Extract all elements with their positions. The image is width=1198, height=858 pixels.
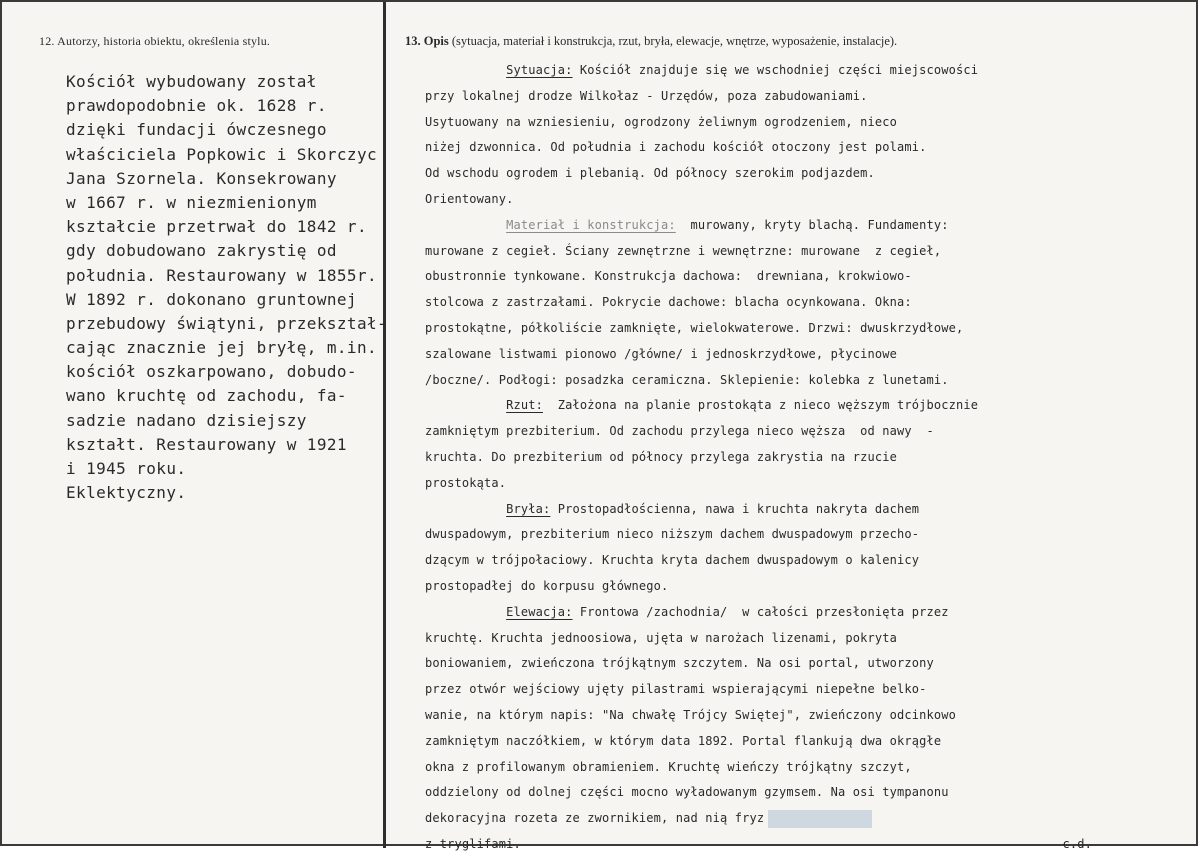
redacted-area [768,810,872,828]
description-line [425,548,1198,574]
description-line-text: boniowaniem, zwieńczona trójkątnym szczytem. Na osi portal, utworzony [425,656,934,671]
description-line-text: /boczne/. Podłogi: posadzka ceramiczna. Sklepienie: kolebka z lunetami. [425,372,949,387]
description-line-text: dwuspadowym, prezbiterium nieco niższym dachem dwuspadowym przecho- [425,527,920,542]
description-line [425,677,1198,703]
description-line [425,729,1198,755]
description-line [425,161,1198,187]
description-line-text: zamkniętym naczółkiem, w którym data 1892. Portal flankują dwa okrągłe [425,733,942,748]
description-line [425,213,1198,239]
description-line-text: przy lokalnej drodze Wilkołaz - Urzędów, poza zabudowaniami. [425,88,868,103]
description-line-text: szalowane listwami pionowo /główne/ i jednoskrzydłowe, płycinowe [425,346,897,361]
description-line-text: prostopadłej do korpusu głównego. [425,578,669,593]
description-line [425,497,1198,523]
description-line [425,780,1198,806]
description-line [425,755,1198,781]
description-line-text: murowany, kryty blachą. Fundamenty: [675,217,949,232]
left-column-header: 12. Autorzy, historia obiektu, określenia stylu. [39,34,271,48]
history-line: cając znacznie jej bryłę, m.in. [66,338,378,358]
description-line [425,574,1198,600]
description-line-text: Kościół znajduje się we wschodniej części miejscowości [572,63,979,77]
history-line: W 1892 r. dokonano gruntownej [66,289,357,309]
description-line-text: wanie, na którym napis: "Na chwałę Trójcy Swiętej", zwieńczony odcinkowo [425,707,956,722]
description-line-text: prostokątne, półkoliście zamknięte, wielokwaterowe. Drzwi: dwuskrzydłowe, [425,320,964,335]
history-line: kształcie przetrwał do 1842 r. [66,217,367,237]
right-column-header [405,34,897,49]
description-line-text: zamkniętym prezbiterium. Od zachodu przylega nieco węższa od nawy - [425,424,934,439]
description-line [425,316,1198,342]
description-line-text: Orientowany. [425,191,514,206]
description-line-text: Od wschodu ogrodem i plebanią. Od północy szerokim podjazdem. [425,166,875,181]
description-line-text: Usytuowany na wzniesieniu, ogrodzony żeliwnym ogrodzeniem, nieco [425,114,897,129]
description-line [425,832,1198,858]
history-line: kościół oszkarpowano, dobudo- [66,362,357,382]
description-line [425,626,1198,652]
section-heading: Materiał i konstrukcja: [506,217,676,232]
description-line-text: Prostopadłościenna, nawa i kruchta nakryta dachem [550,501,920,516]
history-line: sadzie nadano dzisiejszy [66,410,307,430]
history-line: południa. Restaurowany w 1855r. [66,265,378,285]
history-line: Eklektyczny. [66,483,187,503]
history-line: kształt. Restaurowany w 1921 [66,434,347,454]
description-line [425,600,1198,626]
history-line: wano kruchtę od zachodu, fa- [66,386,347,406]
section-heading: Rzut: [506,398,543,413]
description-line-text: niżej dzwonnica. Od południa i zachodu kościół otoczony jest polami. [425,140,927,155]
description-line-text: Założona na planie prostokąta z nieco węższym trójbocznie [543,398,979,413]
description-line-text: okna z profilowanym obramieniem. Kruchtę wieńczy trójkątny szczyt, [425,759,912,774]
history-line: w 1667 r. w niezmienionym [66,192,317,212]
description-line-text: z tryglifami. [425,836,521,851]
description-line-text: Frontowa /zachodnia/ w całości przesłonięta przez [572,604,949,619]
history-text [66,70,396,505]
history-line: prawdopodobnie ok. 1628 r. [66,96,327,116]
section-heading: Sytuacja: [506,63,573,77]
description-line [425,264,1198,290]
description-line [425,110,1198,136]
description-line-text: obustronnie tynkowane. Konstrukcja dachowa: drewniana, krokwiowo- [425,269,912,284]
description-line-text: kruchtę. Kruchta jednoosiowa, ujęta w narożach lizenami, pokryta [425,630,897,645]
description-line-text: dzącym w trójpołaciowy. Kruchta kryta dachem dwuspadowym o kalenicy [425,553,920,568]
history-line: gdy dobudowano zakrystię od [66,241,337,261]
description-text [425,58,1198,858]
description-line [425,471,1198,497]
description-line-text: murowane z cegieł. Ściany zewnętrzne i wewnętrzne: murowane z cegieł, [425,243,942,258]
description-line-text: stolcowa z zastrzałami. Pokrycie dachowe: blacha ocynkowana. Okna: [425,295,912,310]
description-line [425,393,1198,419]
description-line-text: przez otwór wejściowy ujęty pilastrami wspierającymi niepełne belko- [425,682,927,697]
description-line [425,290,1198,316]
description-line [425,342,1198,368]
description-line-text: kruchta. Do prezbiterium od północy przylega zakrystia na rzucie [425,449,897,464]
description-line-text: oddzielony od dolnej części mocno wyładowanym gzymsem. Na osi tympanonu [425,785,949,800]
history-line: właściciela Popkowic i Skorczyc [66,144,378,164]
description-line [425,419,1198,445]
description-line [425,239,1198,265]
description-line [425,84,1198,110]
description-line [425,806,1198,832]
history-line: przebudowy świątyni, przekształ- [66,313,388,333]
history-line: dzięki fundacji ówczesnego [66,120,327,140]
section-heading: Elewacja: [506,604,573,619]
description-line-text: dekoracyjna rozeta ze zwornikiem, nad nią fryz [425,811,765,826]
right-header-number: 13. Opis [405,34,449,48]
section-heading: Bryła: [506,501,551,516]
description-line [425,135,1198,161]
description-line [425,187,1198,213]
description-line [425,703,1198,729]
right-header-subtitle: (sytuacja, materiał i konstrukcja, rzut, bryła, elewacje, wnętrze, wyposażenie, instalacje). [448,34,898,48]
continued-mark: c.d. [1062,836,1092,851]
description-line [425,445,1198,471]
description-line-text: prostokąta. [425,475,507,490]
description-line [425,368,1198,394]
description-line [425,58,1198,84]
history-line: Jana Szornela. Konsekrowany [66,168,337,188]
description-line [425,522,1198,548]
history-line: i 1945 roku. [66,459,187,478]
history-line: Kościół wybudowany został [66,72,317,91]
description-line [425,651,1198,677]
